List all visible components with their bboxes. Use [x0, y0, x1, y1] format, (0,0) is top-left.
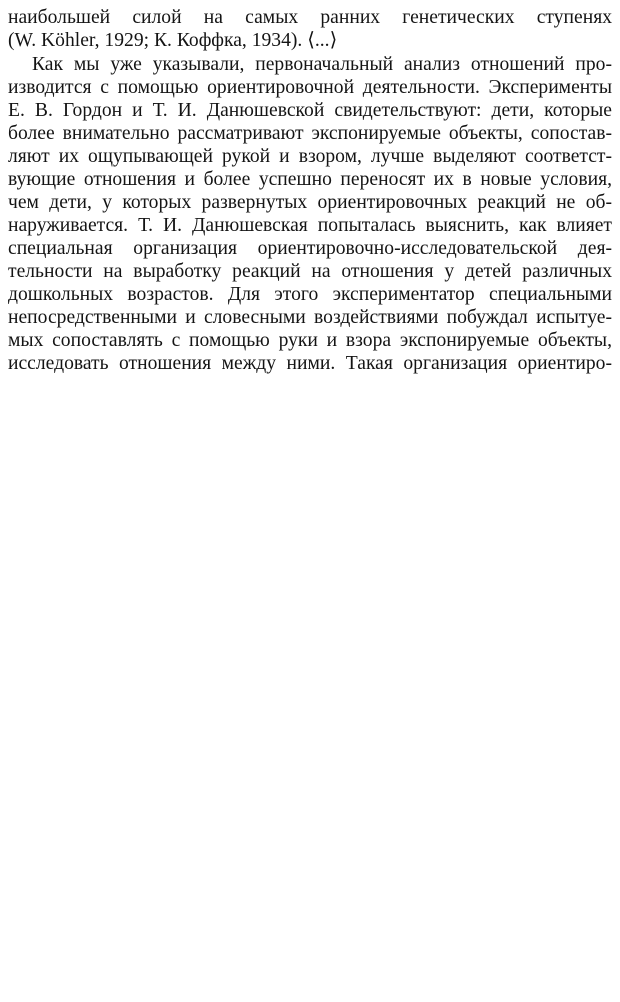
- text-line: наибольшей силой на самых ранних генетических ступенях: [8, 7, 612, 28]
- text-line: более внимательно рассматривают экспонируемые объекты, сопостав-: [8, 123, 612, 144]
- text-line: (W. Köhler, 1929; К. Коффка, 1934). ⟨...⟩: [8, 30, 338, 51]
- text-line: наруживается. Т. И. Данюшевская попыталась выяснить, как влияет: [8, 215, 612, 236]
- text-line: чем дети, у которых развернутых ориентировочных реакций не об-: [8, 192, 612, 213]
- text-line: тельности на выработку реакций на отношения у детей различных: [8, 261, 612, 282]
- text-line: Е. В. Гордон и Т. И. Данюшевской свидетельствуют: дети, которые: [8, 100, 612, 121]
- text-line: мых сопоставлять с помощью руки и взора экспонируемые объекты,: [8, 330, 612, 351]
- text-line: дошкольных возрастов. Для этого экспериментатор специальными: [8, 284, 612, 305]
- text-line: ляют их ощупывающей рукой и взором, лучше выделяют соответст-: [8, 146, 612, 167]
- text-line: изводится с помощью ориентировочной деятельности. Эксперименты: [8, 77, 612, 98]
- text-line: исследовать отношения между ними. Такая организация ориентиро-: [8, 353, 612, 374]
- text-line: непосредственными и словесными воздействиями побуждал испытуе-: [8, 307, 612, 328]
- text-line: Как мы уже указывали, первоначальный анализ отношений про-: [32, 54, 612, 75]
- text-line: вующие отношения и более успешно переносят их в новые условия,: [8, 169, 612, 190]
- text-line: специальная организация ориентировочно-исследовательской дея-: [8, 238, 612, 259]
